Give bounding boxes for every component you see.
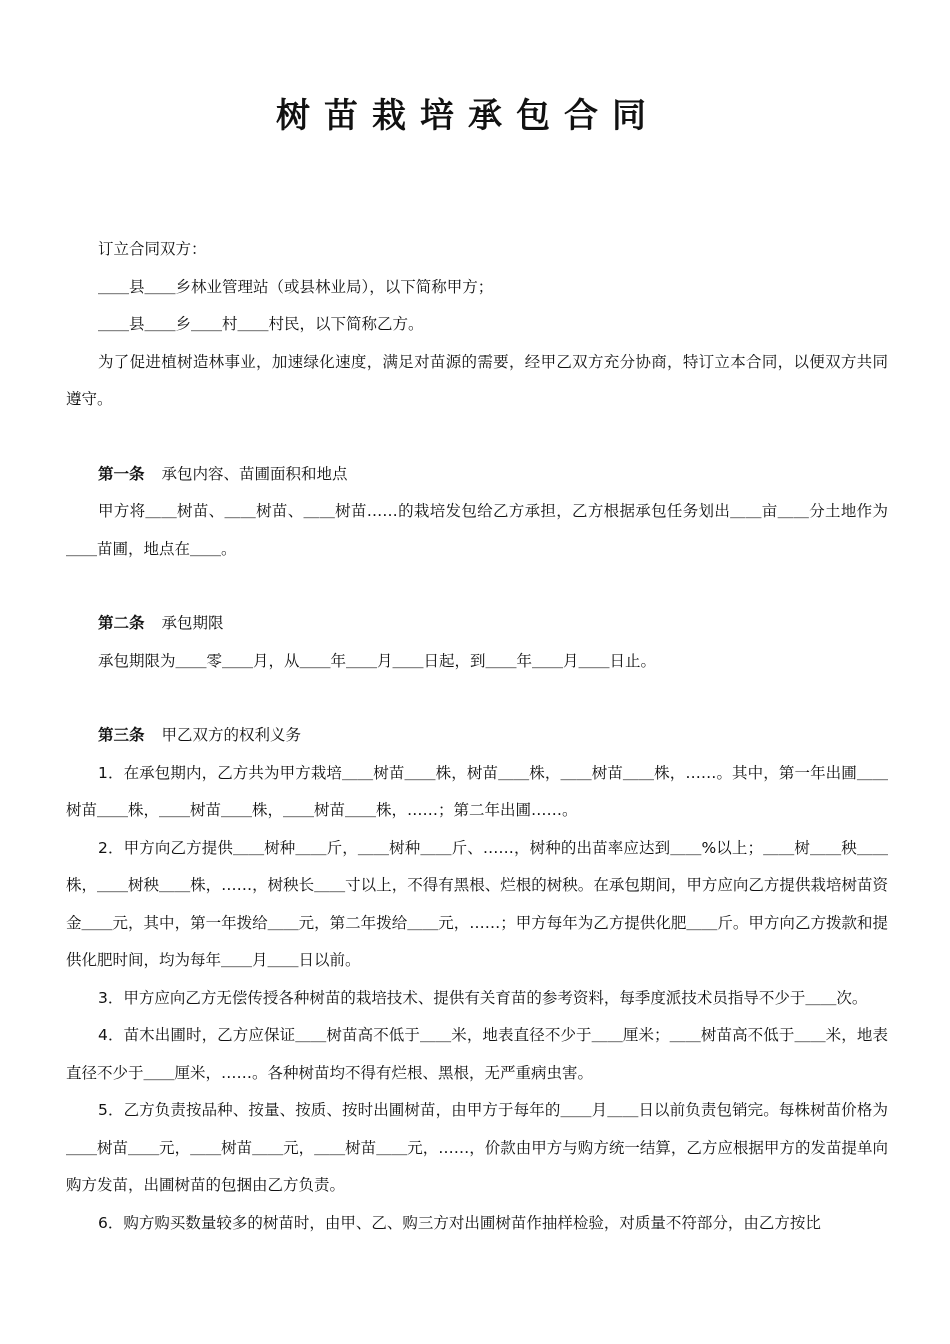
article-3-title: 甲乙双方的权利义务 xyxy=(161,726,302,744)
article-1-number: 第一条 xyxy=(98,464,145,483)
spacer xyxy=(66,419,888,456)
article-1-paragraph: 甲方将＿＿树苗、＿＿树苗、＿＿树苗……的栽培发包给乙方承担，乙方根据承包任务划出＿＿亩＿＿分土地作为＿＿苗圃，地点在＿＿。 xyxy=(66,502,888,558)
article-3-item-2: 2．甲方向乙方提供＿＿树种＿＿斤，＿＿树种＿＿斤、……，树种的出苗率应达到＿＿%以上；＿＿树＿＿秧＿＿株，＿＿树秧＿＿株，……，树秧长＿＿寸以上，不得有黑根、烂根的树秧。在承包期间，甲方应向乙方提供栽培树苗资金＿＿元，其中，第一年拨给＿＿元，第二年拨给＿＿元，……；甲方每年为乙方提供化肥＿＿斤。甲方向乙方拨款和提供化肥时间，均为每年＿＿月＿＿日以前。 xyxy=(66,838,888,969)
intro-party-b: ＿＿县＿＿乡＿＿村＿＿村民，以下简称乙方。 xyxy=(98,315,424,333)
article-2-paragraph: 承包期限为＿＿零＿＿月，从＿＿年＿＿月＿＿日起，到＿＿年＿＿月＿＿日止。 xyxy=(98,651,657,670)
article-2-title: 承包期限 xyxy=(161,614,224,632)
article-3-number: 第三条 xyxy=(98,726,145,744)
article-1-heading xyxy=(66,456,888,494)
spacer xyxy=(66,568,888,605)
article-3-item-1: 1．在承包期内，乙方共为甲方栽培＿＿树苗＿＿株，树苗＿＿株，＿＿树苗＿＿株，……。其中，第一年出圃＿＿树苗＿＿株，＿＿树苗＿＿株，＿＿树苗＿＿株，……；第二年出圃……。 xyxy=(66,763,888,819)
article-3-item-5: 5．乙方负责按品种、按量、按质、按时出圃树苗，由甲方于每年的＿＿月＿＿日以前负责包销完。每株树苗价格为＿＿树苗＿＿元，＿＿树苗＿＿元，＿＿树苗＿＿元，……，价款由甲方与购方统一结算，乙方应根据甲方的发苗提单向购方发苗，出圃树苗的包捆由乙方负责。 xyxy=(66,1101,888,1194)
article-2-heading xyxy=(66,605,888,643)
document-body xyxy=(66,231,888,1242)
article-1-title: 承包内容、苗圃面积和地点 xyxy=(161,464,348,483)
article-3-item-3: 3．甲方应向乙方无偿传授各种树苗的栽培技术、提供有关育苗的参考资料，每季度派技术员指导不少于＿＿次。 xyxy=(98,988,868,1007)
document-title: 树苗栽培承包合同 xyxy=(276,96,660,136)
article-3-item-4: 4．苗木出圃时，乙方应保证＿＿树苗高不低于＿＿米，地表直径不少于＿＿厘米；＿＿树苗高不低于＿＿米，地表直径不少于＿＿厘米，……。各种树苗均不得有烂根、黑根，无严重病虫害。 xyxy=(66,1026,888,1082)
article-3-heading xyxy=(66,717,888,755)
intro-parties-label: 订立合同双方： xyxy=(98,240,207,258)
article-3-item-6: 6．购方购买数量较多的树苗时，由甲、乙、购三方对出圃树苗作抽样检验，对质量不符部分，由乙方按比 xyxy=(98,1213,821,1232)
intro-purpose: 为了促进植树造林事业，加速绿化速度，满足对苗源的需要，经甲乙双方充分协商，特订立本合同，以便双方共同遵守。 xyxy=(66,352,888,408)
spacer xyxy=(66,680,888,717)
intro-party-a: ＿＿县＿＿乡林业管理站（或县林业局），以下简称甲方； xyxy=(98,277,494,296)
article-2-number: 第二条 xyxy=(98,614,145,632)
